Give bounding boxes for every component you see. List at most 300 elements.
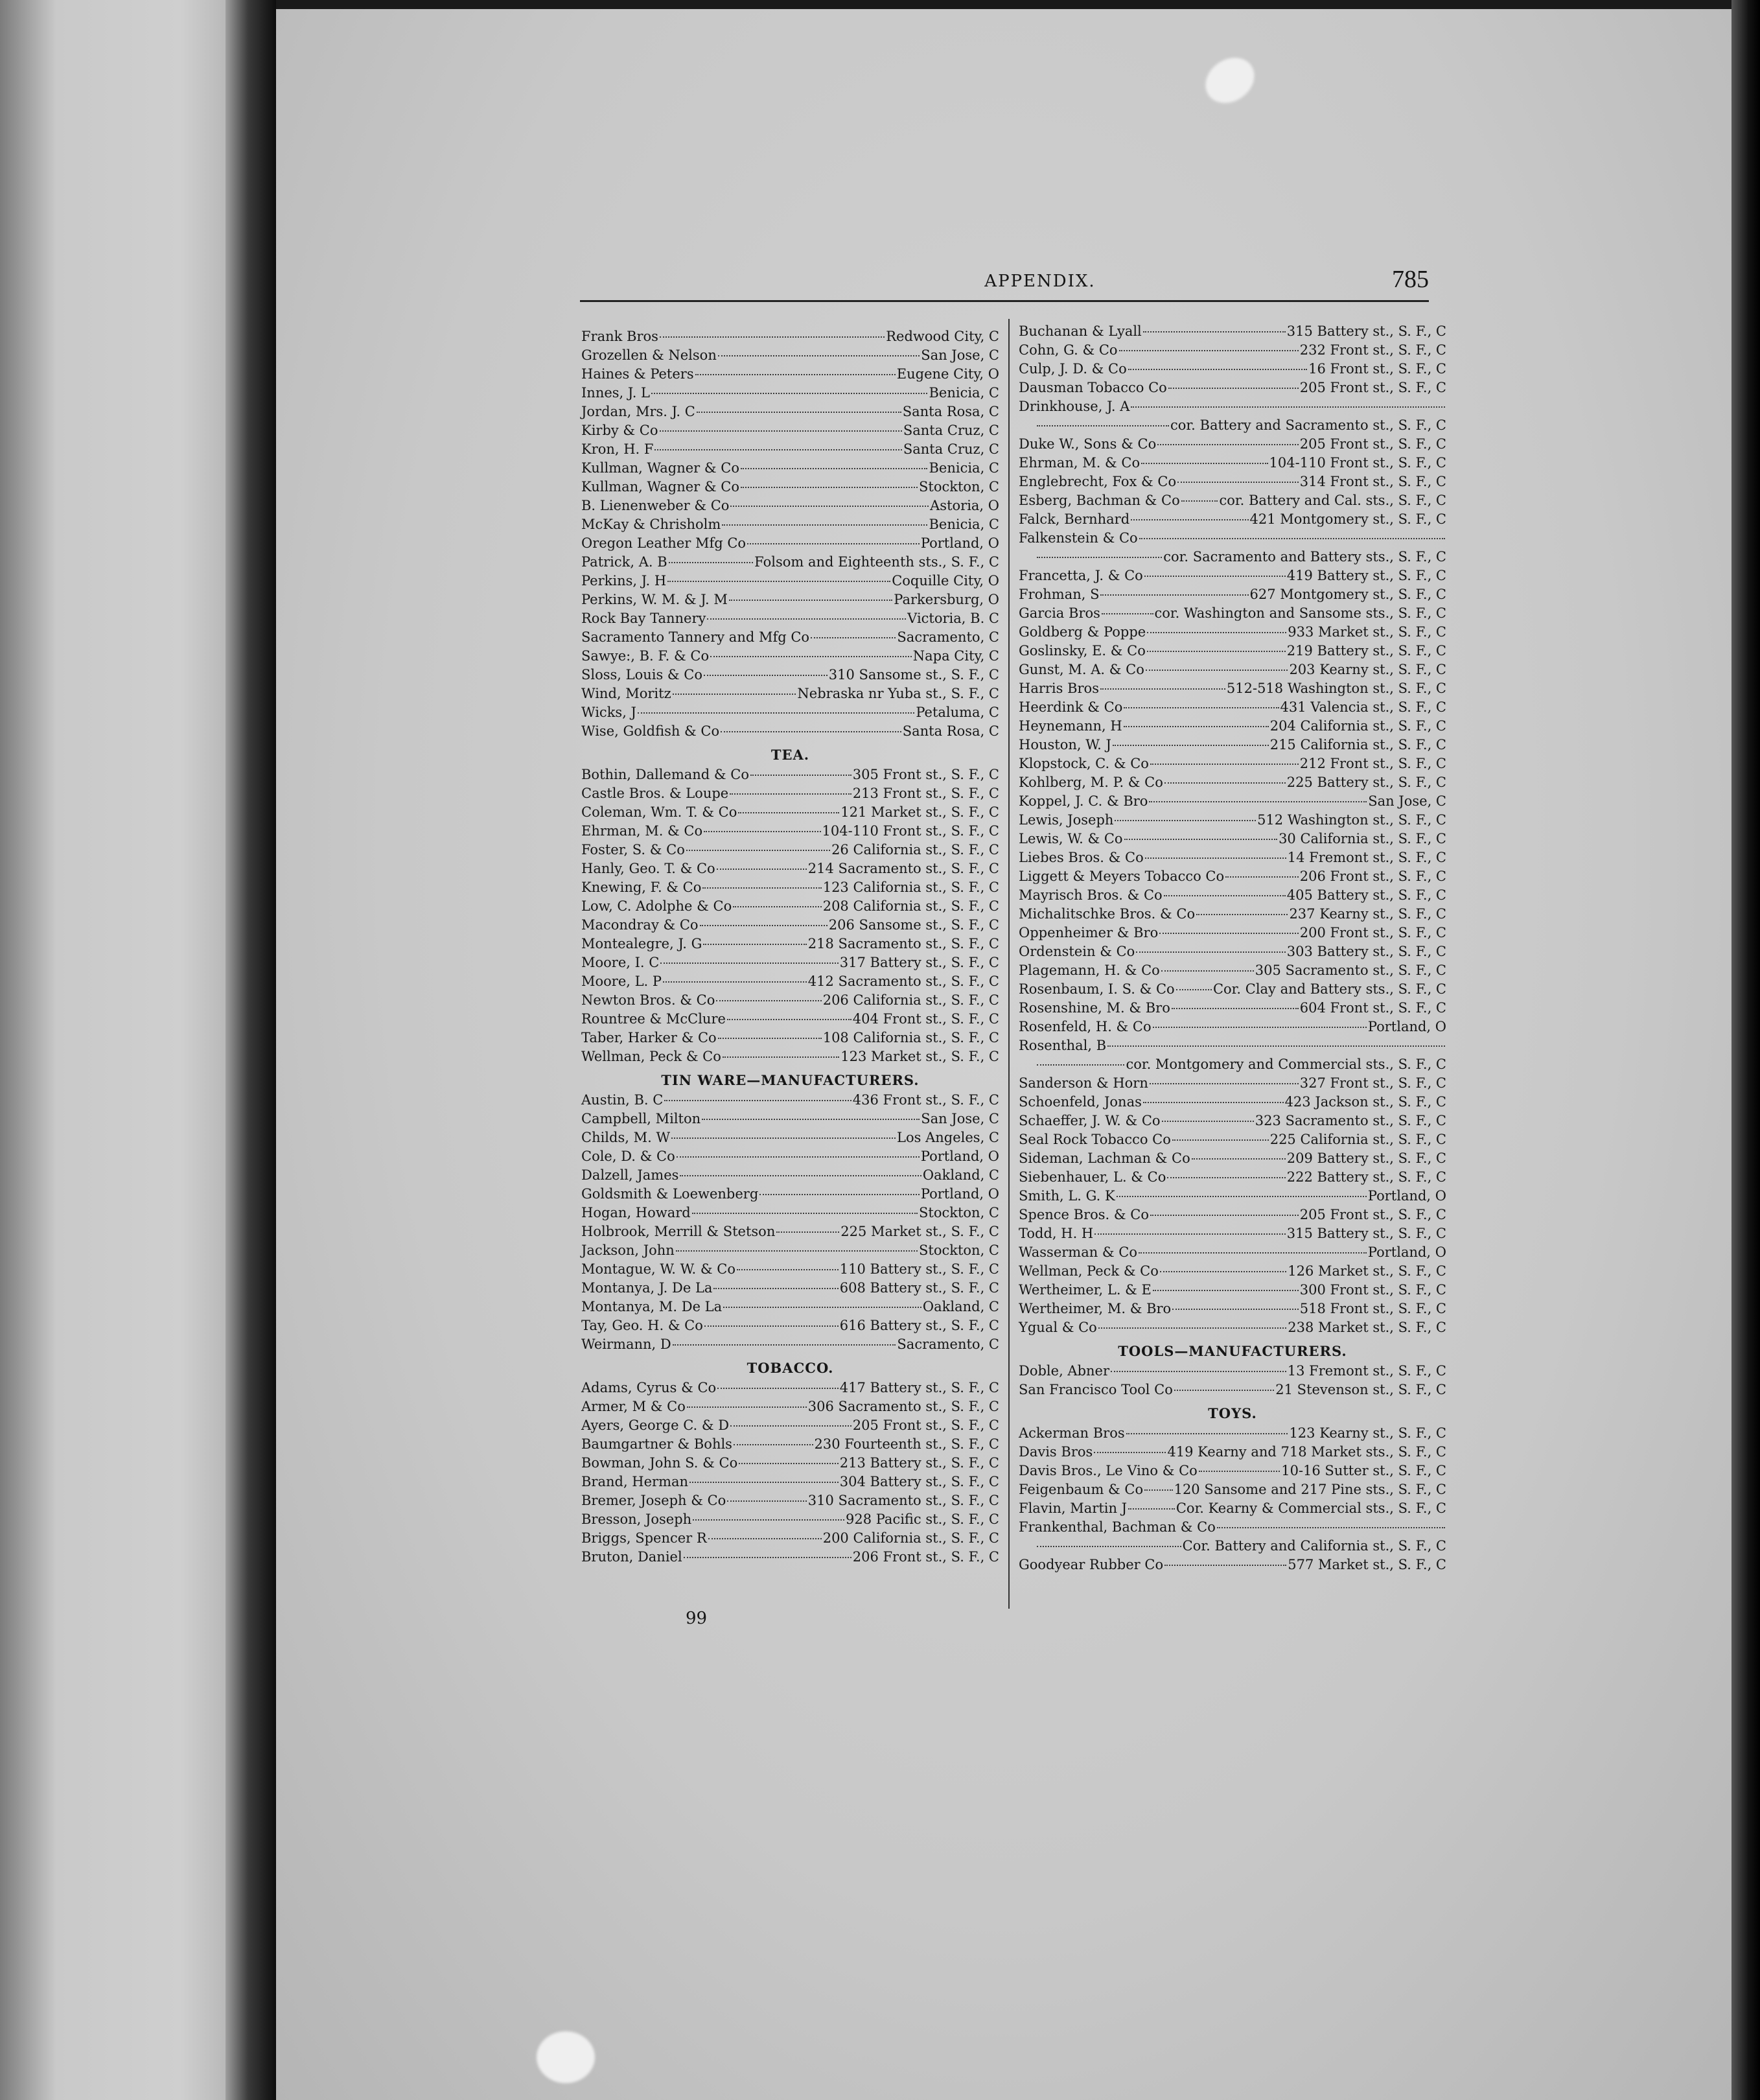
dot-leader: [718, 1038, 822, 1039]
entry-name: Goldsmith & Loewenberg: [581, 1186, 759, 1202]
dot-leader: [1037, 557, 1162, 558]
entry-address: Benicia, C: [929, 385, 999, 401]
entry-name: Perkins, J. H: [581, 573, 667, 589]
entry-name: McKay & Chrisholm: [581, 517, 721, 532]
directory-entry: [1019, 397, 1446, 416]
dot-leader: [1115, 820, 1256, 821]
entry-name: Oppenheimer & Bro: [1019, 925, 1159, 940]
entry-name: Plagemann, H. & Co: [1019, 962, 1160, 978]
entry-address: Coquille City, O: [892, 573, 999, 589]
entry-address: 412 Sacramento st., S. F., C: [807, 974, 999, 989]
dot-leader: [680, 1175, 921, 1176]
dot-leader: [1157, 444, 1299, 445]
directory-entry: [1019, 1187, 1446, 1206]
entry-name: Jackson, John: [581, 1242, 675, 1258]
entry-name: Ehrman, M. & Co: [1019, 455, 1141, 471]
entry-name: Garcia Bros: [1019, 605, 1100, 621]
directory-entry: [1019, 773, 1446, 792]
dot-leader: [654, 449, 901, 450]
directory-entry: [581, 1010, 999, 1029]
directory-entry: [581, 991, 999, 1010]
entry-name: Dausman Tobacco Co: [1019, 380, 1167, 395]
entry-name: Kullman, Wagner & Co: [581, 460, 739, 476]
entry-name: Sanderson & Horn: [1019, 1075, 1148, 1091]
directory-entry: [1019, 999, 1446, 1018]
directory-entry: [581, 459, 999, 478]
entry-address: 206 Front st., S. F., C: [1299, 869, 1446, 884]
entry-address: San Jose, C: [1368, 793, 1446, 809]
directory-entry: [1019, 1300, 1446, 1318]
dot-leader: [723, 1056, 839, 1058]
scan-border: [1731, 0, 1760, 2100]
entry-name: Moore, I. C: [581, 955, 660, 970]
dot-leader: [721, 731, 901, 732]
directory-entry: [1019, 736, 1446, 754]
dot-leader: [673, 1344, 896, 1346]
dot-leader: [717, 869, 807, 870]
entry-name: Schaeffer, J. W. & Co: [1019, 1113, 1161, 1128]
dot-leader: [1160, 1271, 1286, 1272]
entry-name: Moore, L. P: [581, 974, 662, 989]
directory-entry: [1019, 792, 1446, 811]
directory-entry: [581, 1166, 999, 1185]
directory-entry: [1019, 322, 1446, 341]
directory-entry: [581, 1548, 999, 1567]
entry-address: Benicia, C: [929, 517, 999, 532]
entry-address: Santa Cruz, C: [903, 441, 999, 457]
dot-leader: [1172, 1139, 1269, 1141]
entry-address: 205 Front st., S. F., C: [1299, 436, 1446, 452]
entry-name: Frohman, S: [1019, 587, 1100, 602]
entry-address: Napa City, C: [912, 648, 999, 664]
directory-entry: [581, 684, 999, 703]
entry-name: Sawye:, B. F. & Co: [581, 648, 710, 664]
entry-address: 616 Battery st., S. F., C: [839, 1318, 999, 1333]
entry-name: Culp, J. D. & Co: [1019, 361, 1127, 377]
dot-leader: [695, 374, 896, 375]
directory-entry: [581, 878, 999, 897]
right-column: [1019, 322, 1446, 1574]
entry-name: Francetta, J. & Co: [1019, 568, 1143, 583]
dot-leader: [1094, 1452, 1166, 1453]
entry-name: Sacramento Tannery and Mfg Co: [581, 629, 810, 645]
entry-address: 214 Sacramento st., S. F., C: [807, 861, 999, 876]
dot-leader: [727, 1019, 851, 1020]
dot-leader: [1177, 482, 1299, 483]
entry-name: Klopstock, C. & Co: [1019, 756, 1149, 771]
entry-name: Cole, D. & Co: [581, 1149, 675, 1164]
dot-leader: [704, 675, 828, 676]
entry-name: Perkins, W. M. & J. M: [581, 592, 728, 607]
dot-leader: [1139, 538, 1445, 539]
directory-entry: [1019, 1362, 1446, 1381]
entry-address: 419 Kearny and 718 Market sts., S. F., C: [1167, 1444, 1446, 1460]
directory-entry: [1019, 1018, 1446, 1036]
entry-name: Todd, H. H: [1019, 1226, 1094, 1241]
directory-entry: [1019, 642, 1446, 660]
entry-address: 222 Battery st., S. F., C: [1286, 1169, 1446, 1185]
entry-name: Davis Bros: [1019, 1444, 1093, 1460]
entry-name: Dalzell, James: [581, 1167, 679, 1183]
directory-entry: [1019, 905, 1446, 924]
entry-address: 13 Fremont st., S. F., C: [1287, 1363, 1446, 1379]
dot-leader: [1102, 613, 1153, 614]
directory-entry: [1019, 1281, 1446, 1300]
dot-leader: [710, 656, 912, 657]
directory-entry: [581, 440, 999, 459]
entry-address: 213 Battery st., S. F., C: [839, 1455, 999, 1471]
dot-leader: [718, 355, 920, 356]
directory-entry: [581, 1379, 999, 1397]
entry-name: Ayers, George C. & D: [581, 1418, 730, 1433]
entry-address: San Jose, C: [921, 1111, 999, 1126]
dot-leader: [702, 1119, 920, 1120]
entry-address: Sacramento, C: [897, 1336, 999, 1352]
dot-leader: [1147, 651, 1286, 652]
entry-address: 230 Fourteenth st., S. F., C: [814, 1436, 999, 1452]
entry-address: Stockton, C: [919, 1205, 999, 1220]
entry-address: 30 California st., S. F., C: [1279, 831, 1446, 846]
entry-name: Rosenfeld, H. & Co: [1019, 1019, 1152, 1034]
entry-address: Stockton, C: [919, 479, 999, 495]
dot-leader: [1150, 1083, 1299, 1084]
entry-name: Low, C. Adolphe & Co: [581, 898, 732, 914]
dot-leader: [750, 775, 851, 776]
entry-address: Oakland, C: [922, 1299, 999, 1314]
dot-leader: [1172, 1008, 1299, 1009]
entry-name: Houston, W. J: [1019, 737, 1111, 752]
entry-name: Grozellen & Nelson: [581, 347, 717, 363]
entry-address: 205 Front st., S. F., C: [852, 1418, 999, 1433]
directory-entry: [581, 1091, 999, 1110]
directory-entry: [1019, 1112, 1446, 1130]
dot-leader: [1167, 1177, 1285, 1178]
entry-address: 608 Battery st., S. F., C: [839, 1280, 999, 1296]
entry-address: 577 Market st., S. F., C: [1288, 1557, 1446, 1572]
dot-leader: [1162, 1121, 1254, 1122]
dot-leader: [1192, 1158, 1286, 1160]
dot-leader: [1139, 1252, 1367, 1254]
dot-leader: [722, 524, 927, 526]
dot-leader: [1136, 951, 1285, 953]
dot-leader: [1196, 914, 1288, 915]
entry-address: cor. Battery and Cal. sts., S. F., C: [1219, 493, 1446, 508]
dot-leader: [1168, 388, 1299, 389]
directory-entry: [581, 784, 999, 803]
entry-address: 206 California st., S. F., C: [822, 992, 999, 1008]
dot-leader: [1131, 406, 1445, 408]
entry-address: 627 Montgomery st., S. F., C: [1249, 587, 1446, 602]
scanned-page: [276, 9, 1731, 2100]
dot-leader: [1150, 764, 1299, 765]
directory-entry: [581, 1510, 999, 1529]
entry-name: Montealegre, J. G: [581, 936, 702, 951]
entry-address: 203 Kearny st., S. F., C: [1289, 662, 1446, 677]
directory-entry: [1019, 942, 1446, 961]
directory-entry: [1019, 717, 1446, 736]
directory-entry: [581, 1298, 999, 1316]
entry-name: Kirby & Co: [581, 423, 658, 438]
directory-entry: [581, 935, 999, 953]
entry-name: Tay, Geo. H. & Co: [581, 1318, 703, 1333]
dot-leader: [1144, 576, 1286, 577]
entry-continuation: [1019, 1055, 1446, 1074]
entry-name: Schoenfeld, Jonas: [1019, 1094, 1142, 1110]
directory-entry: [1019, 529, 1446, 548]
entry-address: 225 Battery st., S. F., C: [1286, 775, 1446, 790]
entry-name: Bremer, Joseph & Co: [581, 1493, 726, 1508]
entry-name: Wicks, J: [581, 705, 636, 720]
dot-leader: [702, 887, 821, 889]
directory-entry: [581, 515, 999, 534]
directory-entry: [1019, 1480, 1446, 1499]
entry-address: Santa Rosa, C: [902, 404, 999, 419]
entry-name: Smith, L. G. K: [1019, 1188, 1115, 1204]
paper-tear: [537, 2031, 595, 2083]
entry-name: Patrick, A. B: [581, 554, 667, 570]
dot-leader: [1094, 1233, 1286, 1235]
directory-entry: [581, 478, 999, 496]
directory-entry: [1019, 454, 1446, 472]
dot-leader: [1143, 1102, 1284, 1103]
directory-entry: [581, 1260, 999, 1279]
entry-address: San Jose, C: [921, 347, 999, 363]
entry-address: Astoria, O: [930, 498, 999, 513]
entry-name: Michalitschke Bros. & Co: [1019, 906, 1196, 922]
directory-entry: [581, 822, 999, 841]
directory-entry: [581, 703, 999, 722]
directory-entry: [581, 327, 999, 346]
page-number: 785: [1392, 266, 1429, 293]
dot-leader: [1181, 500, 1218, 502]
dot-leader: [730, 1425, 851, 1427]
directory-entry: [1019, 623, 1446, 642]
entry-name: Montanya, J. De La: [581, 1280, 713, 1296]
entry-address: 933 Market st., S. F., C: [1288, 624, 1446, 640]
dot-leader: [1174, 1390, 1274, 1391]
directory-entry: [581, 666, 999, 684]
dot-leader: [727, 1500, 806, 1502]
directory-entry: [581, 1110, 999, 1128]
dot-leader: [660, 962, 838, 964]
entry-name: Harris Bros: [1019, 681, 1099, 696]
entry-address: 205 Front st., S. F., C: [1299, 380, 1446, 395]
dot-leader: [1126, 1433, 1288, 1434]
directory-entry: [581, 1397, 999, 1416]
dot-leader: [759, 1194, 920, 1195]
entry-address: 305 Sacramento st., S. F., C: [1255, 962, 1446, 978]
entry-name: Bresson, Joseph: [581, 1511, 692, 1527]
entry-name: Newton Bros. & Co: [581, 992, 715, 1008]
entry-name: Ygual & Co: [1019, 1320, 1097, 1335]
entry-address: Victoria, B. C: [907, 611, 999, 626]
directory-entry: [581, 384, 999, 402]
entry-name: Taber, Harker & Co: [581, 1030, 717, 1045]
entry-address: Portland, O: [920, 1186, 999, 1202]
entry-address: 104-110 Front st., S. F., C: [1269, 455, 1446, 471]
directory-entry: [581, 1222, 999, 1241]
directory-entry: [581, 803, 999, 822]
dot-leader: [1150, 1215, 1299, 1216]
directory-entry: [581, 590, 999, 609]
directory-entry: [581, 972, 999, 991]
entry-address: 110 Battery st., S. F., C: [839, 1261, 999, 1277]
directory-entry: [581, 1435, 999, 1454]
entry-address: 206 Sansome st., S. F., C: [828, 917, 999, 933]
directory-entry: [581, 1335, 999, 1354]
dot-leader: [1098, 1327, 1286, 1329]
directory-entry: [581, 534, 999, 553]
signature-folio: 99: [686, 1609, 708, 1628]
entry-address: Portland, O: [920, 535, 999, 551]
dot-leader: [1107, 1045, 1445, 1047]
entry-name: Flavin, Martin J: [1019, 1500, 1128, 1516]
entry-name: Frankenthal, Bachman & Co: [1019, 1519, 1216, 1535]
entry-name: Mayrisch Bros. & Co: [1019, 887, 1163, 903]
entry-continuation: [1019, 548, 1446, 566]
section-heading: TOBACCO.: [747, 1360, 834, 1376]
entry-address: Petaluma, C: [916, 705, 999, 720]
entry-address: Benicia, C: [929, 460, 999, 476]
dot-leader: [717, 1388, 839, 1389]
directory-entry: [1019, 379, 1446, 397]
entry-address: 215 California st., S. F., C: [1269, 737, 1446, 752]
dot-leader: [697, 412, 901, 413]
directory-entry: [581, 496, 999, 515]
entry-address: 237 Kearny st., S. F., C: [1289, 906, 1446, 922]
directory-entry: [1019, 435, 1446, 454]
entry-address: 212 Front st., S. F., C: [1299, 756, 1446, 771]
directory-entry: [581, 1473, 999, 1491]
entry-name: Brand, Herman: [581, 1474, 689, 1489]
entry-address: Stockton, C: [919, 1242, 999, 1258]
entry-name: Wind, Moritz: [581, 686, 671, 701]
directory-entry: [581, 841, 999, 859]
entry-name: Doble, Abner: [1019, 1363, 1110, 1379]
entry-address: 423 Jackson st., S. F., C: [1284, 1094, 1446, 1110]
entry-address: Portland, O: [1367, 1244, 1446, 1260]
entry-address: 208 California st., S. F., C: [822, 898, 999, 914]
directory-entry: [1019, 510, 1446, 529]
directory-entry: [1019, 472, 1446, 491]
entry-name: Sideman, Lachman & Co: [1019, 1150, 1190, 1166]
entry-address: 14 Fremont st., S. F., C: [1287, 850, 1446, 865]
dot-leader: [1153, 1027, 1367, 1028]
entry-name: Davis Bros., Le Vino & Co: [1019, 1463, 1198, 1478]
entry-name: Falck, Bernhard: [1019, 511, 1130, 527]
directory-entry: [1019, 679, 1446, 698]
entry-name: Wellman, Peck & Co: [581, 1049, 721, 1064]
entry-name: Hanly, Geo. T. & Co: [581, 861, 715, 876]
entry-address: 200 California st., S. F., C: [822, 1530, 999, 1546]
dot-leader: [1176, 989, 1212, 990]
entry-name: Koppel, J. C. & Bro: [1019, 793, 1148, 809]
entry-name: Foster, S. & Co: [581, 842, 685, 858]
directory-entry: [581, 1029, 999, 1047]
directory-entry: [581, 1316, 999, 1335]
entry-name: Kron, H. F: [581, 441, 654, 457]
facing-page-edge: [0, 0, 226, 2100]
entry-name: Weirmann, D: [581, 1336, 671, 1352]
directory-entry: [581, 1491, 999, 1510]
dot-leader: [660, 336, 885, 338]
entry-address: 232 Front st., S. F., C: [1299, 342, 1446, 358]
section-heading: TOYS.: [1208, 1405, 1257, 1421]
entry-address: Parkersburg, O: [894, 592, 999, 607]
entry-address: 219 Battery st., S. F., C: [1286, 643, 1446, 659]
dot-leader: [1144, 1489, 1172, 1491]
entry-name: Bothin, Dallemand & Co: [581, 767, 750, 782]
entry-address: 238 Market st., S. F., C: [1288, 1320, 1446, 1335]
entry-name: Liebes Bros. & Co: [1019, 850, 1144, 865]
directory-entry: [1019, 698, 1446, 717]
entry-name: Rosenbaum, I. S. & Co: [1019, 981, 1175, 997]
directory-entry: [581, 1241, 999, 1260]
dot-leader: [1161, 970, 1254, 972]
dot-leader: [1149, 801, 1367, 802]
dot-leader: [704, 1325, 839, 1327]
entry-address: 604 Front st., S. F., C: [1299, 1000, 1446, 1016]
entry-name: Montanya, M. De La: [581, 1299, 723, 1314]
dot-leader: [1124, 726, 1269, 727]
directory-entry: [1019, 886, 1446, 905]
directory-entry: [581, 1279, 999, 1298]
directory-entry: [1019, 1168, 1446, 1187]
entry-address: 300 Front st., S. F., C: [1299, 1282, 1446, 1298]
dot-leader: [1131, 519, 1248, 520]
directory-entry: [1019, 604, 1446, 623]
entry-address: Portland, O: [1367, 1019, 1446, 1034]
directory-entry: [1019, 660, 1446, 679]
entry-address: 928 Pacific st., S. F., C: [845, 1511, 999, 1527]
entry-address: 306 Sacramento st., S. F., C: [807, 1399, 999, 1414]
directory-entry: [1019, 1130, 1446, 1149]
entry-name: Ehrman, M. & Co: [581, 823, 703, 839]
directory-entry: [1019, 867, 1446, 886]
directory-entry: [1019, 341, 1446, 360]
directory-entry: [581, 421, 999, 440]
dot-leader: [1037, 1064, 1124, 1066]
entry-name: Goslinsky, E. & Co: [1019, 643, 1146, 659]
entry-name: Adams, Cyrus & Co: [581, 1380, 717, 1395]
entry-address: 310 Sacramento st., S. F., C: [807, 1493, 999, 1508]
entry-name: Sloss, Louis & Co: [581, 667, 703, 682]
entry-address: cor. Sacramento and Battery sts., S. F., C: [1163, 549, 1446, 565]
directory-entry: [581, 1454, 999, 1473]
directory-entry: [1019, 1462, 1446, 1480]
dot-leader: [1172, 1309, 1299, 1310]
entry-address: 205 Front st., S. F., C: [1299, 1207, 1446, 1222]
directory-entry: [581, 365, 999, 384]
directory-entry: [581, 1185, 999, 1204]
column-divider: [1008, 319, 1010, 1609]
directory-entry: [1019, 1443, 1446, 1462]
entry-address: cor. Washington and Sansome sts., S. F., C: [1154, 605, 1446, 621]
dot-leader: [811, 637, 896, 638]
entry-address: 417 Battery st., S. F., C: [839, 1380, 999, 1395]
entry-address: 218 Sacramento st., S. F., C: [807, 936, 999, 951]
dot-leader: [1199, 1471, 1280, 1472]
directory-entry: [1019, 1149, 1446, 1168]
dot-leader: [700, 925, 828, 926]
section-heading: TIN WARE—MANUFACTURERS.: [661, 1072, 920, 1088]
directory-entry: [1019, 1499, 1446, 1518]
entry-name: Drinkhouse, J. A: [1019, 399, 1130, 414]
dot-leader: [733, 906, 821, 907]
entry-name: Kullman, Wagner & Co: [581, 479, 739, 495]
entry-address: 512 Washington st., S. F., C: [1257, 812, 1446, 828]
entry-address: 323 Sacramento st., S. F., C: [1255, 1113, 1446, 1128]
